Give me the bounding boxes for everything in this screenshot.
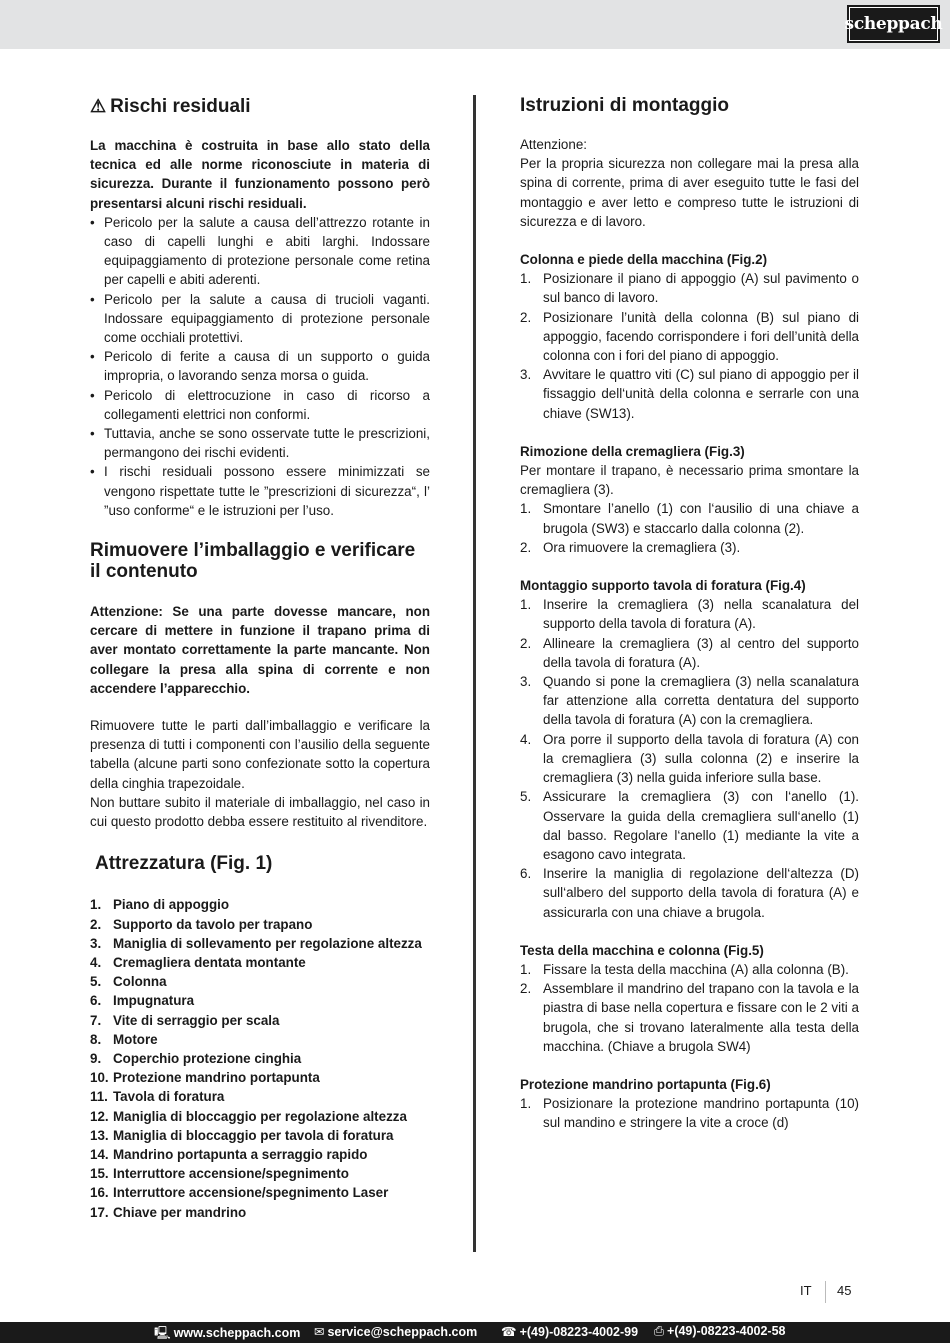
website-link[interactable]: 🖳 www.scheppach.com xyxy=(154,1326,301,1340)
list-item: 3. Maniglia di sollevamento per regolazione altezza xyxy=(90,935,422,951)
attention-text: Per la propria sicurezza non collegare mai la presa alla spina di corrente, prima di aver eseguito tutte le fasi del montaggio e aver letto e compreso tutte le istruzioni di sicurezza e di lavoro. xyxy=(520,156,859,229)
steps-list xyxy=(520,269,859,423)
list-item: 6. Impugnatura xyxy=(90,993,195,1009)
header-bar xyxy=(0,0,950,49)
steps-list xyxy=(520,499,859,557)
contact-bar xyxy=(0,1322,950,1343)
list-item: 2. Supporto da tavolo per trapano xyxy=(90,916,313,932)
phone-number: ☎ +(49)-08223-4002-99 xyxy=(501,1325,639,1339)
list-item: 5. Assicurare la cremagliera (3) con l‘anello (1). Osservare la guida della cremagliera sull‘anello (1) dal basso. Regolare l‘anello (1) mediante la vite a esagono cavo integrata. xyxy=(520,789,859,862)
section-title-unpack: Rimuovere l’imballaggio e verificare il contenuto xyxy=(90,540,416,583)
list-item: 11. Tavola di foratura xyxy=(90,1089,225,1105)
fax-number: ⎙ +(49)-08223-4002-58 xyxy=(654,1324,786,1338)
list-item: 2. Assemblare il mandrino del trapano con la tavola e la piastra di base nella copertura e fissare con le 2 viti a brugola, che si trovano lateralmente alla testa della macchina. (Chiave a brugola SW4) xyxy=(520,981,859,1054)
footer-separator xyxy=(825,1281,826,1303)
list-item: 1. Posizionare la protezione mandrino portapunta (10) sul mandino e stringere la vite a croce (d) xyxy=(520,1096,859,1131)
warning-triangle-icon: ⚠ xyxy=(90,96,107,116)
unpack-paragraph: Non buttare subito il materiale di imballaggio, nel caso in cui questo prodotto debba essere restituito al rivenditore. xyxy=(90,794,430,830)
list-item: 7. Vite di serraggio per scala xyxy=(90,1012,280,1028)
list-item: • Pericolo per la salute a causa dell’attrezzo rotante in caso di capelli lunghi e abiti larghi. Indossare equipaggiamento di protezione personale come retina per capelli e abiti aderenti. xyxy=(90,213,430,290)
list-item: 14. Mandrino portapunta a serraggio rapido xyxy=(90,1146,368,1162)
list-item: 3. Avvitare le quattro viti (C) sul piano di appoggio per il fissaggio dell‘unità della colonna e serrarle con una chiave (SW13). xyxy=(520,367,859,421)
steps-list xyxy=(520,960,859,1056)
list-item: 4. Ora porre il supporto della tavola di foratura (A) con la cremagliera (3) sulla colonna (2) e inserire la cremagliera (3) nella guida inferiore sulla base. xyxy=(520,731,859,786)
list-item: • Pericolo per la salute a causa di trucioli vaganti. Indossare equipaggiamento di protezione personale come occhiali protettivi. xyxy=(90,290,430,348)
list-item: 4. Cremagliera dentata montante xyxy=(90,954,306,970)
unpack-warning: Attenzione: Se una parte dovesse mancare, non cercare di mettere in funzione il trapano prima di aver montato correttamente la parte mancante. Non collegare la presa alla spina di corrente e non accendere l’apparecchio. xyxy=(90,604,430,696)
list-item: 1. Inserire la cremagliera (3) nella scanalatura del supporto della tavola di foratura (A). xyxy=(520,597,859,632)
risks-list xyxy=(90,213,430,520)
page-number: 45 xyxy=(837,1283,852,1298)
list-item: • I rischi residuali possono essere minimizzati se vengono rispettate tutte le ”prescrizioni di sicurezza“, l’ ”uso conforme“ e le istruzioni per l’uso. xyxy=(90,462,430,520)
list-item: 10. Protezione mandrino portapunta xyxy=(90,1070,320,1086)
language-code: IT xyxy=(800,1283,812,1298)
list-item: 2. Ora rimuovere la cremagliera (3). xyxy=(520,539,741,555)
phone-icon: ☎ xyxy=(501,1325,517,1339)
scheppach-logo: scheppach xyxy=(847,5,940,43)
email-link[interactable]: ✉ service@scheppach.com xyxy=(314,1325,478,1339)
list-item: • Tuttavia, anche se sono osservate tutte le prescrizioni, permangono dei rischi evidenti. xyxy=(90,424,430,462)
subsection-title: Colonna e piede della macchina (Fig.2) xyxy=(520,252,768,268)
left-column xyxy=(90,95,430,1222)
list-item: 1. Fissare la testa della macchina (A) alla colonna (B). xyxy=(520,961,849,977)
list-item: • Pericolo di elettrocuzione in caso di ricorso a collegamenti elettrici non conformi. xyxy=(90,386,430,424)
unpack-paragraph: Rimuovere tutte le parti dall’imballaggio e verificare la presenza di tutti i componenti con l’ausilio della seguente tabella (alcune parti sono confezionate sotto la copertura della cinghia trapezoidale. xyxy=(90,718,430,791)
column-divider xyxy=(473,95,476,1252)
subsection-title: Testa della macchina e colonna (Fig.5) xyxy=(520,942,764,958)
fax-icon: ⎙ xyxy=(654,1324,665,1338)
subsection-intro: Per montare il trapano, è necessario prima smontare la cremagliera (3). xyxy=(520,463,859,498)
steps-list xyxy=(520,595,859,921)
list-item: • Pericolo di ferite a causa di un supporto o guida impropria, o lavorando senza morsa o guida. xyxy=(90,347,430,385)
list-item: 2. Allineare la cremagliera (3) al centro del supporto della tavola di foratura (A). xyxy=(520,635,859,670)
risks-intro: La macchina è costruita in base allo stato della tecnica ed alle norme riconosciute in materia di sicurezza. Durante il funzionamento possono però presentarsi alcuni rischi residuali. xyxy=(90,138,430,211)
list-item: 3. Quando si pone la cremagliera (3) nella scanalatura far attenzione alla corretta dentatura del supporto della tavola di foratura (A) con la cremagliera. xyxy=(520,674,859,728)
section-title-risks: ⚠ Rischi residuali xyxy=(90,96,251,117)
section-title-assembly: Istruzioni di montaggio xyxy=(520,95,729,116)
list-item: 15. Interruttore accensione/spegnimento xyxy=(90,1166,349,1182)
list-item: 16. Interruttore accensione/spegnimento Laser xyxy=(90,1185,389,1201)
list-item: 17. Chiave per mandrino xyxy=(90,1204,247,1220)
list-item: 6. Inserire la maniglia di regolazione dell‘altezza (D) sull‘albero del supporto della tavola di foratura (A) e assicurarla con una chiave a brugola. xyxy=(520,866,859,920)
list-item: 1. Piano di appoggio xyxy=(90,897,230,913)
list-item: 9. Coperchio protezione cinghia xyxy=(90,1050,302,1066)
list-item: 1. Posizionare il piano di appoggio (A) sul pavimento o sul banco di lavoro. xyxy=(520,271,859,306)
attention-label: Attenzione: xyxy=(520,137,587,152)
equipment-list xyxy=(90,895,430,1221)
right-column xyxy=(520,95,859,1133)
subsection-title: Montaggio supporto tavola di foratura (Fig.4) xyxy=(520,578,806,594)
computer-icon: 🖳 xyxy=(154,1326,171,1340)
list-item: 1. Smontare l’anello (1) con l‘ausilio di una chiave a brugola (SW3) e staccarlo dalla colonna (2). xyxy=(520,501,859,536)
subsection-title: Protezione mandrino portapunta (Fig.6) xyxy=(520,1076,771,1092)
list-item: 12. Maniglia di bloccaggio per regolazione altezza xyxy=(90,1108,407,1124)
list-item: 13. Maniglia di bloccaggio per tavola di foratura xyxy=(90,1127,394,1143)
section-title-equipment: Attrezzatura (Fig. 1) xyxy=(95,853,273,875)
list-item: 2. Posizionare l’unità della colonna (B) sul piano di appoggio, facendo corrispondere i fori dell’unità della colonna con i fori del piano di appoggio. xyxy=(520,309,859,364)
list-item: 8. Motore xyxy=(90,1031,158,1047)
steps-list xyxy=(520,1094,859,1132)
mail-icon: ✉ xyxy=(314,1325,325,1339)
list-item: 5. Colonna xyxy=(90,974,167,990)
subsection-title: Rimozione della cremagliera (Fig.3) xyxy=(520,443,745,459)
